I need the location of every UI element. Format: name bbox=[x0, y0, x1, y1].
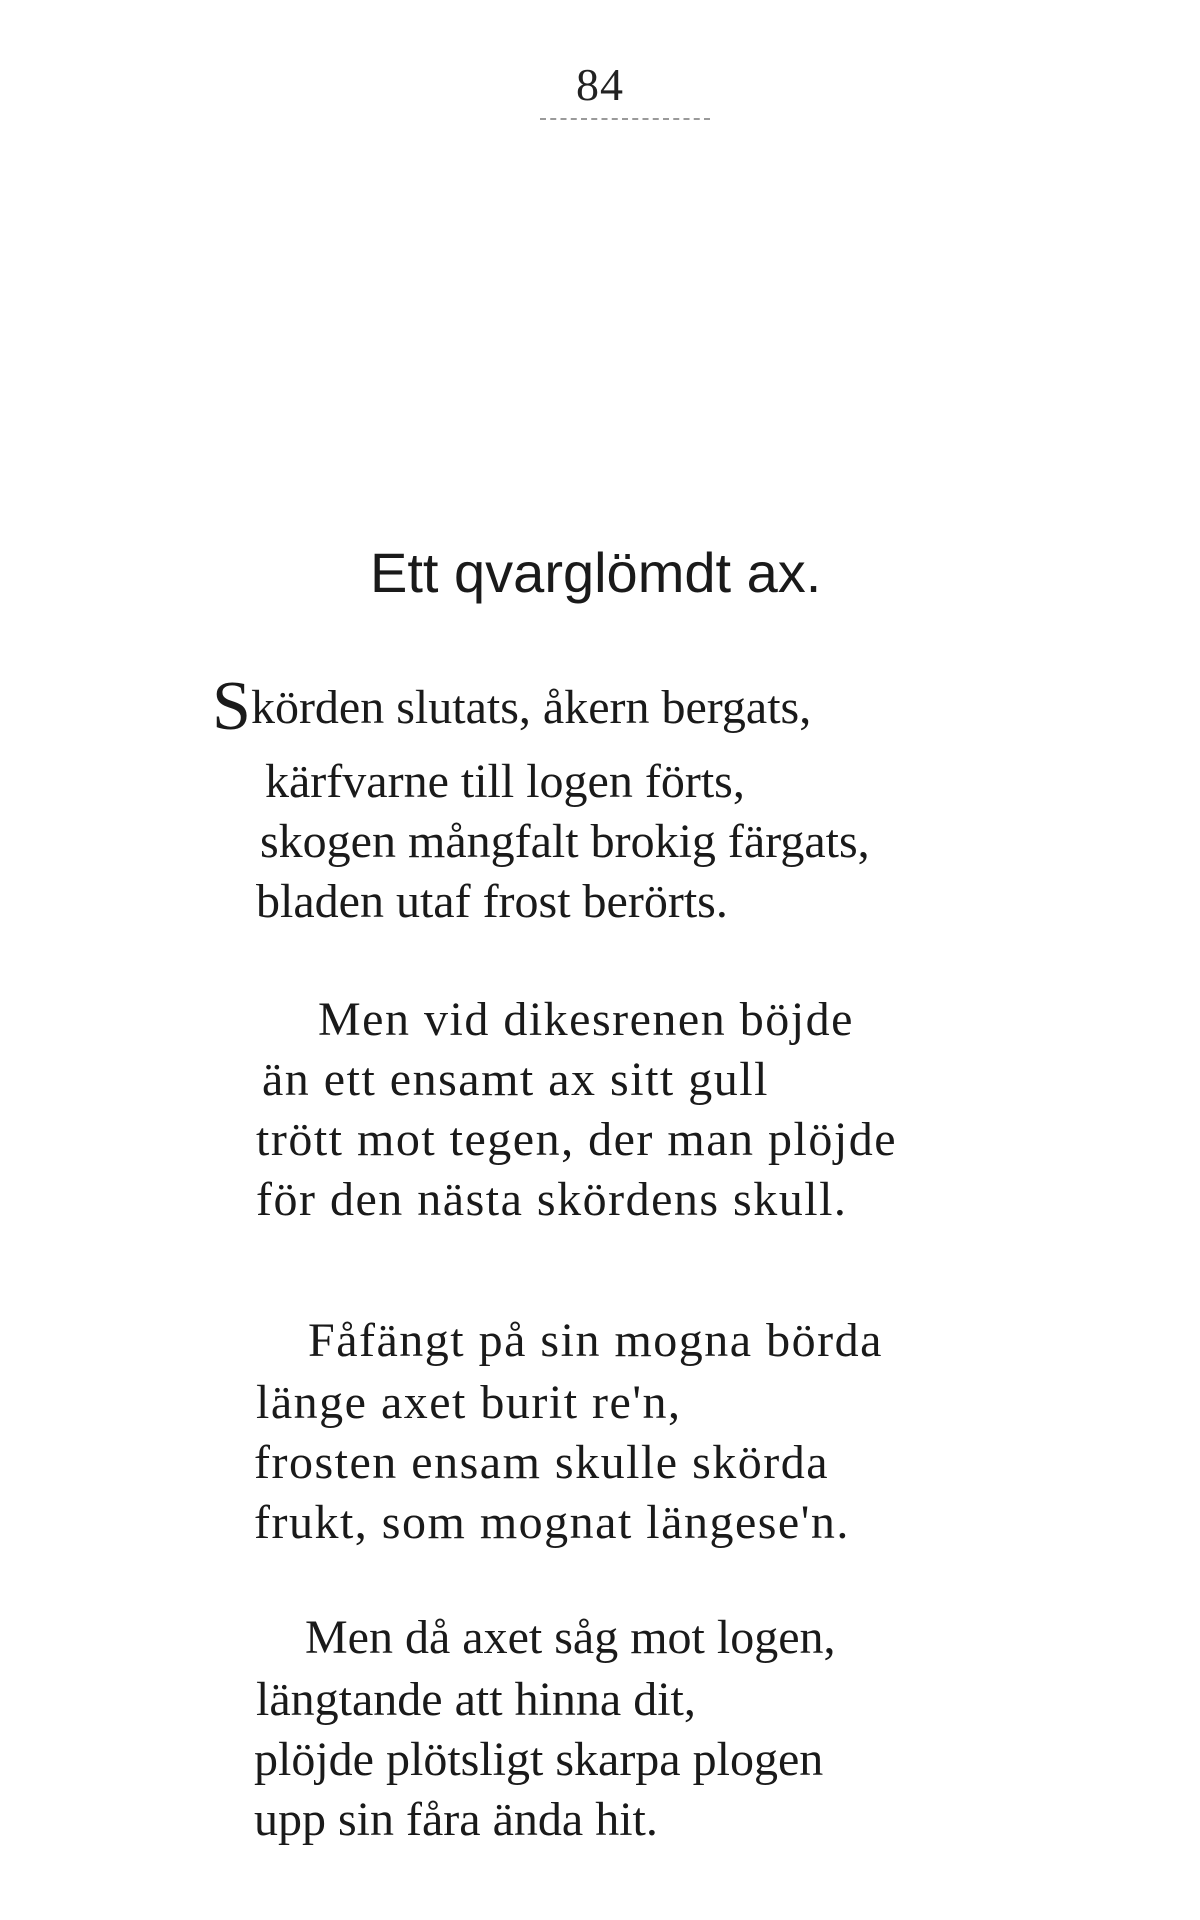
poem-line: kärfvarne till logen förts, bbox=[265, 755, 745, 808]
poem-line: upp sin fåra ända hit. bbox=[254, 1793, 658, 1846]
poem-line: bladen utaf frost berörts. bbox=[256, 875, 728, 928]
page-number: 84 bbox=[576, 59, 624, 110]
poem-line bbox=[212, 668, 812, 745]
poem-line: länge axet burit re'n, bbox=[256, 1376, 682, 1429]
poem-line: plöjde plötsligt skarpa plogen bbox=[254, 1733, 824, 1786]
poem-line: Fåfängt på sin mogna börda bbox=[308, 1314, 883, 1367]
poem-line: frosten ensam skulle skörda bbox=[254, 1436, 830, 1489]
poem-line-text: körden slutats, åkern bergats, bbox=[250, 681, 812, 734]
poem-line: Men då axet såg mot logen, bbox=[305, 1611, 836, 1664]
poem-line: längtande att hinna dit, bbox=[256, 1673, 696, 1726]
poem-line: skogen mångfalt brokig färgats, bbox=[260, 815, 870, 868]
poem-line: än ett ensamt ax sitt gull bbox=[262, 1053, 769, 1106]
poem-line: trött mot tegen, der man plöjde bbox=[256, 1113, 898, 1166]
poem-title: Ett qvarglömdt ax. bbox=[370, 541, 822, 604]
poem-line: för den nästa skördens skull. bbox=[256, 1173, 848, 1226]
header-rule bbox=[540, 118, 710, 120]
poem-line: Men vid dikesrenen böjde bbox=[318, 993, 854, 1046]
poem-line: frukt, som mognat längese'n. bbox=[254, 1496, 850, 1549]
drop-cap: S bbox=[212, 668, 251, 745]
